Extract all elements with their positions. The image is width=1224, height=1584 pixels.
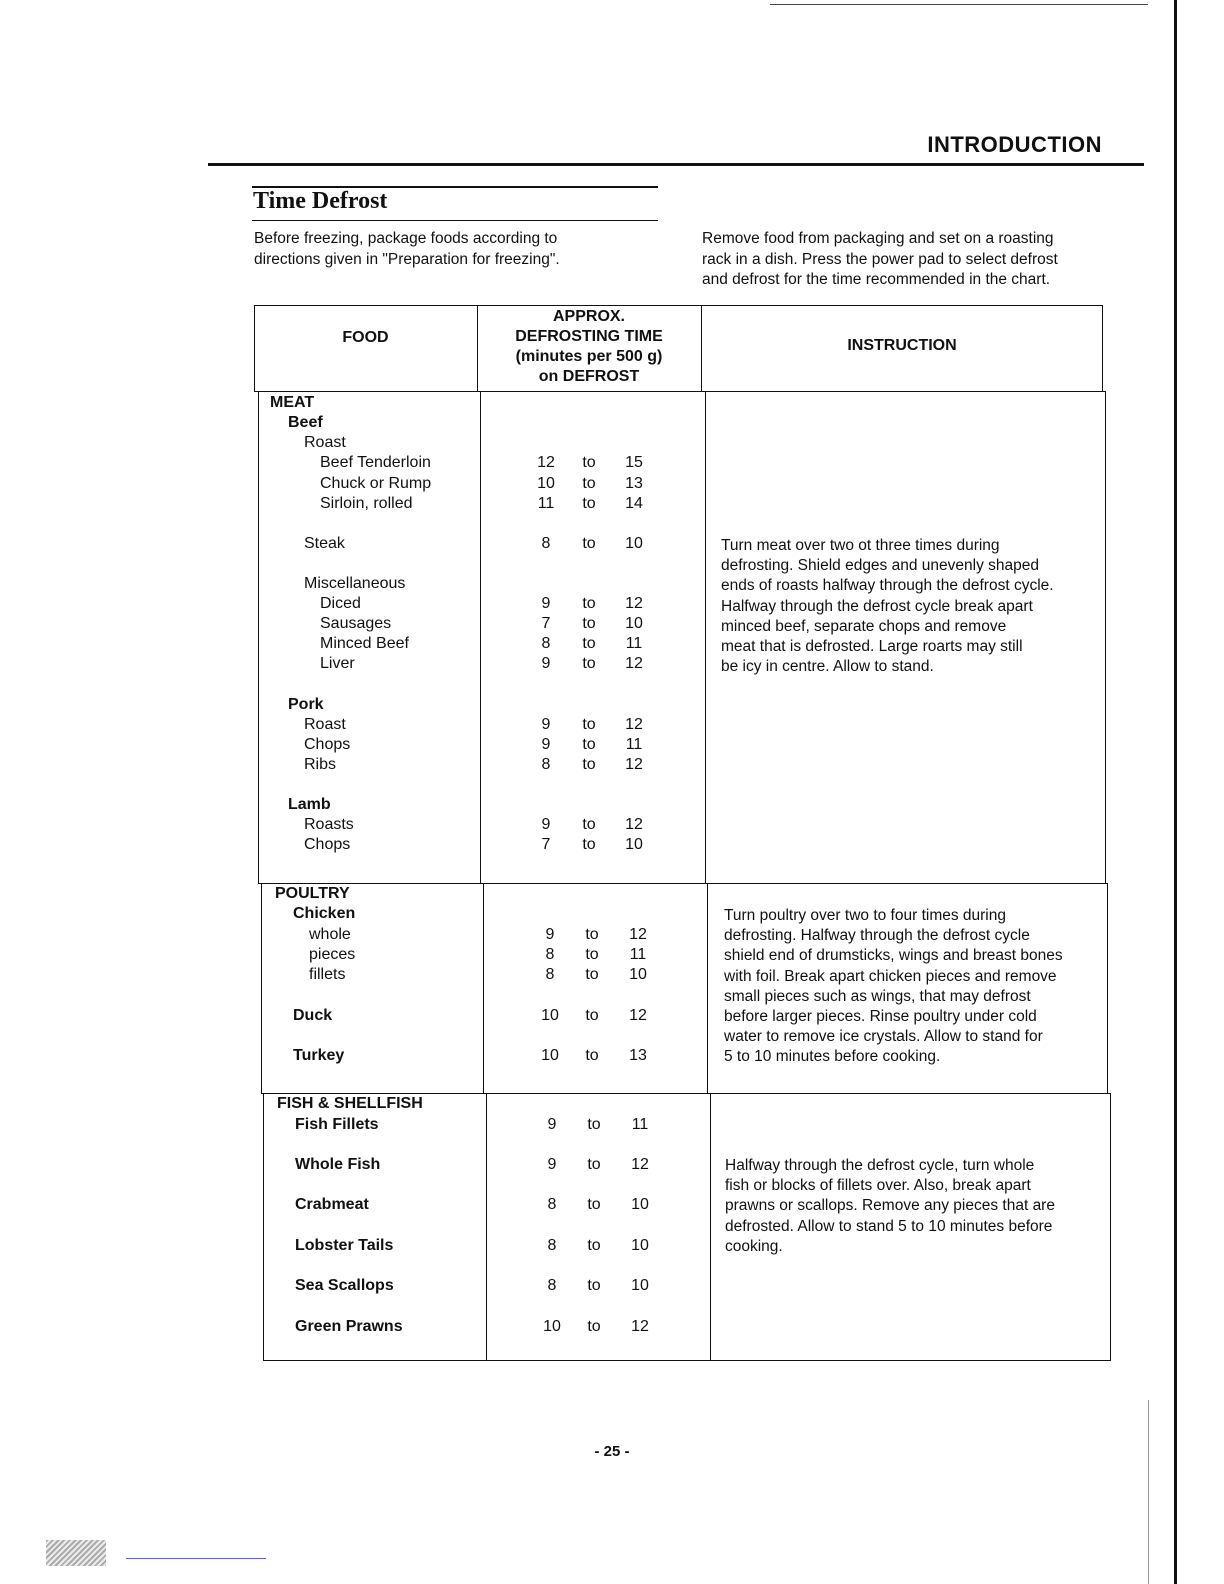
food-label: Roast [304,434,346,451]
time-to-word: to [582,655,596,672]
food-label: Pork [288,696,324,713]
time-to-word: to [587,1318,601,1335]
time-min-value: 8 [541,535,551,552]
section-title: INTRODUCTION [927,132,1102,157]
time-min-value: 7 [541,836,551,853]
food-label: Green Prawns [295,1318,403,1335]
time-to-word: to [585,926,599,943]
page-edge-line-faint [1148,1400,1149,1584]
instruction-line: be icy in centre. Allow to stand. [721,658,934,676]
fish-divider [486,1093,487,1361]
time-min-value: 8 [541,756,551,773]
time-min-value: 8 [547,1237,557,1254]
instruction-text [725,1156,1110,1257]
instruction-line: ends of roasts halfway through the defrost cycle. [721,577,1054,595]
time-max-value: 10 [629,966,647,983]
time-header-line: (minutes per 500 g) [515,348,663,365]
time-min-value: 10 [537,475,555,492]
time-min-value: 7 [541,615,551,632]
food-label: Turkey [293,1047,345,1064]
food-label: Sea Scallops [295,1277,394,1294]
time-max-value: 12 [631,1318,649,1335]
food-label: Beef [288,414,323,431]
instruction-line: minced beef, separate chops and remove [721,617,1007,635]
food-label: Chicken [293,905,356,922]
time-max-value: 10 [625,535,643,552]
poultry-divider [483,883,484,1094]
time-max-value: 12 [625,655,643,672]
time-min-value: 9 [541,736,551,753]
food-label: whole [309,926,351,943]
top-edge-rule [770,4,1148,5]
time-to-word: to [587,1116,601,1133]
time-min-value: 9 [541,816,551,833]
time-column-header [477,307,701,387]
time-max-value: 12 [629,1007,647,1024]
time-min-value: 9 [547,1156,557,1173]
meat-divider [705,391,706,884]
intro-line: and defrost for the time recommended in the chart. [702,271,1051,288]
time-max-value: 14 [625,495,643,512]
fish-divider [710,1093,711,1361]
category-label: POULTRY [275,885,350,902]
time-max-value: 12 [625,595,643,612]
time-max-value: 15 [625,454,643,471]
food-label: Beef Tenderloin [320,454,431,471]
time-to-word: to [582,454,596,471]
intro-left-paragraph [254,229,674,270]
food-label: Lobster Tails [295,1237,394,1254]
instruction-line: Halfway through the defrost cycle, turn whole [725,1157,1035,1174]
time-to-word: to [585,966,599,983]
food-label: Lamb [288,796,331,813]
intro-line: rack in a dish. Press the power pad to select defrost [702,250,1058,268]
food-label: Fish Fillets [295,1116,379,1133]
time-min-value: 9 [541,716,551,733]
intro-line: Before freezing, package foods according to [254,230,558,247]
meat-divider [480,391,481,884]
time-to-word: to [582,816,596,833]
time-max-value: 12 [625,756,643,773]
food-label: Duck [293,1007,333,1024]
time-min-value: 10 [543,1318,561,1335]
time-min-value: 11 [537,495,555,512]
time-min-value: 9 [541,595,551,612]
time-to-word: to [582,495,596,512]
time-to-word: to [582,475,596,492]
instruction-column-header: INSTRUCTION [847,337,957,354]
food-label: Steak [304,535,345,552]
intro-line: directions given in "Preparation for freezing". [254,250,560,268]
time-to-word: to [582,535,596,552]
food-label: Chops [304,836,351,853]
time-to-word: to [582,615,596,632]
food-label: fillets [309,966,346,983]
food-label: Minced Beef [320,635,409,652]
time-min-value: 8 [541,635,551,652]
time-to-word: to [587,1277,601,1294]
instruction-line: defrosting. Halfway through the defrost cycle [724,927,1030,945]
instruction-line: cooking. [725,1237,783,1255]
subsection-rule-bottom [252,220,658,221]
time-min-value: 8 [547,1196,557,1213]
time-max-value: 10 [625,615,643,632]
food-label: Crabmeat [295,1196,369,1213]
page-edge-line [1174,0,1177,1584]
time-min-value: 9 [545,926,555,943]
food-label: Chuck or Rump [320,475,432,492]
instruction-line: meat that is defrosted. Large roarts may still [721,638,1023,656]
instruction-line: before larger pieces. Rinse poultry under cold [724,1008,1037,1026]
food-label: Diced [320,595,361,612]
time-to-word: to [587,1196,601,1213]
instruction-line: with foil. Break apart chicken pieces and remove [724,967,1057,985]
time-max-value: 12 [631,1156,649,1173]
section-rule [208,163,1144,166]
time-min-value: 9 [541,655,551,672]
instruction-line: prawns or scallops. Remove any pieces that are [725,1197,1055,1215]
food-label: Roast [304,716,346,733]
instruction-line: Halfway through the defrost cycle break apart [721,597,1033,615]
time-min-value: 12 [537,454,555,471]
page-number: - 25 - [594,1443,630,1460]
instruction-line: small pieces such as wings, that may defrost [724,987,1031,1005]
scan-artifact [46,1540,106,1566]
intro-right-paragraph [702,229,1102,291]
food-label: Liver [320,655,355,672]
instruction-text [721,536,1106,677]
category-label: FISH & SHELLFISH [277,1095,423,1112]
food-label: pieces [309,946,356,963]
time-max-value: 11 [625,736,643,753]
instruction-line: defrosted. Allow to stand 5 to 10 minutes before [725,1217,1053,1235]
time-max-value: 11 [625,635,643,652]
time-to-word: to [585,1007,599,1024]
food-label: Sausages [320,615,392,632]
time-to-word: to [582,736,596,753]
time-to-word: to [587,1156,601,1173]
time-min-value: 8 [545,946,555,963]
scan-artifact-line [126,1558,266,1559]
food-label: Ribs [304,756,337,773]
time-to-word: to [582,756,596,773]
food-label: Whole Fish [295,1156,381,1173]
time-to-word: to [585,1047,599,1064]
time-to-word: to [587,1237,601,1254]
time-max-value: 13 [629,1047,647,1064]
time-max-value: 10 [631,1237,649,1254]
time-min-value: 10 [541,1007,559,1024]
food-label: Roasts [304,816,354,833]
time-max-value: 11 [631,1116,649,1133]
time-min-value: 9 [547,1116,557,1133]
intro-line: Remove food from packaging and set on a roasting [702,230,1054,247]
instruction-text [724,906,1109,1068]
category-label: MEAT [270,394,315,411]
time-max-value: 10 [631,1196,649,1213]
time-to-word: to [585,946,599,963]
time-header-line: DEFROSTING TIME [515,328,663,345]
time-max-value: 12 [625,816,643,833]
time-max-value: 13 [625,475,643,492]
time-header-line: on DEFROST [538,368,640,385]
time-min-value: 8 [547,1277,557,1294]
time-max-value: 10 [625,836,643,853]
time-to-word: to [582,595,596,612]
instruction-line: Turn meat over two ot three times during [721,537,1000,554]
food-label: Miscellaneous [304,575,406,592]
instruction-line: water to remove ice crystals. Allow to stand for [724,1028,1043,1046]
food-label: Chops [304,736,351,753]
time-max-value: 12 [629,926,647,943]
instruction-line: defrosting. Shield edges and unevenly shaped [721,557,1039,575]
time-max-value: 11 [629,946,647,963]
time-header-line: APPROX. [552,308,625,325]
time-to-word: to [582,716,596,733]
instruction-line: 5 to 10 minutes before cooking. [724,1048,941,1066]
time-min-value: 8 [545,966,555,983]
time-to-word: to [582,836,596,853]
subsection-title: Time Defrost [253,188,388,214]
time-to-word: to [582,635,596,652]
food-label: Sirloin, rolled [320,495,413,512]
time-min-value: 10 [541,1047,559,1064]
poultry-divider [707,883,708,1094]
instruction-line: fish or blocks of fillets over. Also, break apart [725,1177,1031,1195]
time-max-value: 10 [631,1277,649,1294]
food-column-header: FOOD [342,329,389,346]
instruction-line: Turn poultry over two to four times during [724,907,1006,924]
time-max-value: 12 [625,716,643,733]
instruction-line: shield end of drumsticks, wings and breast bones [724,947,1063,965]
